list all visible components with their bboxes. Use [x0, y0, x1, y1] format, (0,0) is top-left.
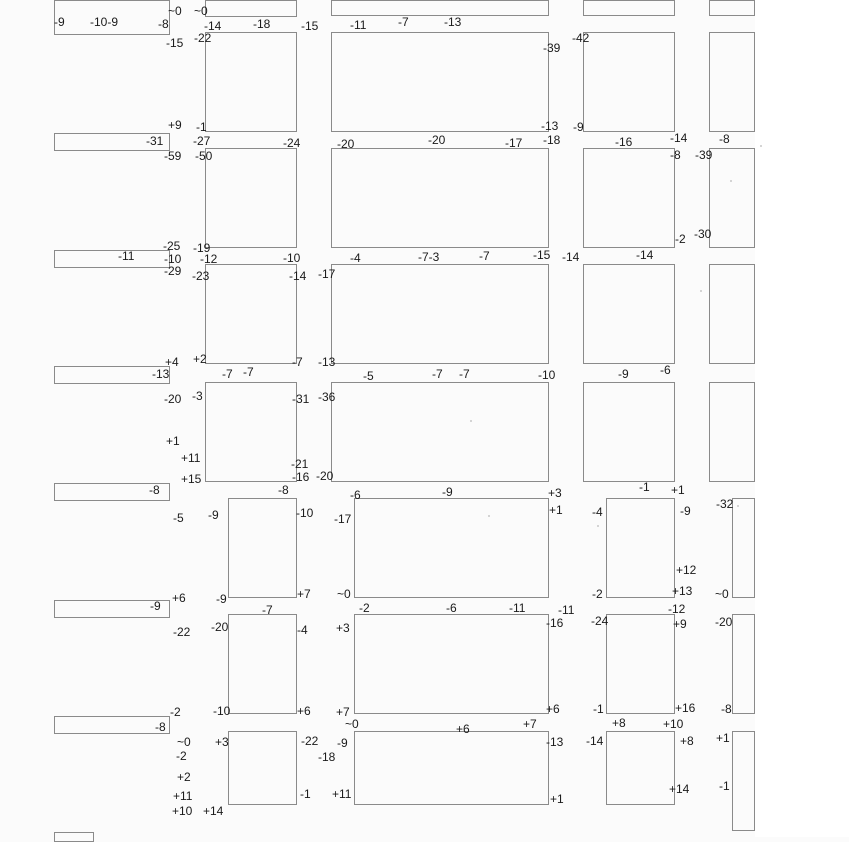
offset-label: -15 — [533, 248, 551, 262]
offset-label: +10 — [172, 804, 193, 818]
offset-label: -24 — [591, 614, 609, 628]
offset-label: -9 — [618, 367, 629, 381]
grid-cell-box — [606, 498, 675, 598]
offset-label: -59 — [164, 149, 182, 163]
offset-label: -4 — [592, 505, 603, 519]
offset-label: -2 — [359, 601, 370, 615]
offset-label: -14 — [670, 131, 688, 145]
offset-label: +7 — [336, 705, 350, 719]
grid-cell-box — [228, 498, 297, 598]
offset-label: -20 — [337, 137, 355, 151]
offset-label: -10 — [164, 252, 182, 266]
offset-label: -42 — [572, 31, 590, 45]
offset-label: -24 — [283, 136, 301, 150]
offset-label: +7 — [297, 587, 311, 601]
offset-label: -8 — [670, 148, 681, 162]
offset-label: +6 — [456, 722, 470, 736]
grid-cell-box — [205, 148, 297, 248]
offset-label: -6 — [350, 488, 361, 502]
offset-label: -14 — [289, 269, 307, 283]
offset-label: -1 — [639, 480, 650, 494]
offset-label: ~0 — [194, 4, 208, 18]
offset-label: +3 — [336, 621, 350, 635]
offset-label: -22 — [194, 31, 212, 45]
offset-label: -29 — [164, 264, 182, 278]
offset-label: -31 — [292, 392, 310, 406]
offset-label: -1 — [196, 120, 207, 134]
offset-label: -11 — [118, 249, 135, 263]
offset-label: +15 — [181, 472, 202, 486]
grid-cell-box — [205, 0, 297, 17]
offset-label: -22 — [173, 625, 191, 639]
offset-label: -8 — [721, 702, 732, 716]
offset-label: -2 — [675, 232, 686, 246]
offset-label: -27 — [193, 134, 211, 148]
offset-label: +1 — [671, 483, 685, 497]
offset-label: -9 — [337, 736, 348, 750]
offset-label: +11 — [173, 789, 193, 803]
offset-label: +7 — [523, 717, 537, 731]
offset-label: -9 — [573, 120, 584, 134]
offset-label: -20 — [316, 469, 334, 483]
offset-label: -7 — [262, 603, 273, 617]
offset-label: +1 — [549, 503, 563, 517]
grid-cell-box — [583, 32, 675, 132]
offset-label: +2 — [193, 352, 207, 366]
offset-label: -17 — [334, 512, 352, 526]
offset-label: -16 — [292, 470, 310, 484]
grid-cell-box — [205, 264, 297, 364]
offset-label: -31 — [146, 134, 164, 148]
offset-label: -9 — [680, 504, 691, 518]
offset-label: -16 — [546, 616, 564, 630]
grid-cell-box — [709, 0, 755, 16]
offset-label: -13 — [152, 367, 170, 381]
offset-label: +3 — [548, 486, 562, 500]
offset-label: -16 — [615, 135, 633, 149]
offset-label: -7 — [243, 365, 254, 379]
offset-label: -10 — [538, 368, 556, 382]
offset-label: -32 — [716, 497, 734, 511]
grid-cell-box — [331, 0, 549, 16]
scan-speck — [760, 145, 762, 147]
grid-cell-box — [709, 264, 755, 364]
offset-label: -17 — [505, 136, 523, 150]
grid-cell-box — [205, 32, 297, 132]
grid-cell-box — [354, 614, 549, 714]
offset-label: -7 — [398, 15, 409, 29]
offset-label: -22 — [301, 734, 319, 748]
offset-label: -1 — [593, 702, 604, 716]
grid-cell-box — [331, 264, 549, 364]
scan-speck — [488, 515, 490, 517]
offset-label: -8 — [278, 483, 289, 497]
offset-label: +8 — [612, 716, 626, 730]
offset-label: +3 — [215, 735, 229, 749]
offset-label: -8 — [719, 132, 730, 146]
offset-label: +11 — [332, 787, 352, 801]
offset-label: -5 — [173, 511, 184, 525]
grid-cell-box — [331, 148, 549, 248]
offset-label: ~0 — [715, 587, 729, 601]
offset-label: +1 — [166, 434, 180, 448]
offset-label: +16 — [675, 701, 696, 715]
offset-label: -8 — [155, 720, 166, 734]
offset-label: -39 — [695, 148, 713, 162]
offset-label: -20 — [428, 133, 446, 147]
offset-label: -8 — [149, 483, 160, 497]
grid-cell-box — [54, 716, 170, 734]
offset-label: -8 — [158, 17, 169, 31]
offset-label: -20 — [211, 620, 229, 634]
offset-label: ~0 — [345, 717, 359, 731]
grid-cell-box — [732, 731, 755, 831]
offset-label: -13 — [318, 355, 336, 369]
offset-label: -18 — [253, 17, 271, 31]
grid-cell-box — [732, 498, 755, 598]
grid-cell-box — [583, 264, 675, 364]
grid-cell-box — [54, 832, 94, 842]
offset-label: -13 — [444, 15, 462, 29]
offset-label: -19 — [193, 241, 211, 255]
grid-cell-box — [228, 614, 297, 714]
offset-label: +14 — [669, 782, 690, 796]
offset-label: -30 — [694, 227, 712, 241]
offset-label: ~0 — [177, 735, 191, 749]
offset-label: -4 — [297, 623, 308, 637]
offset-label: -9 — [54, 15, 65, 29]
offset-label: -10-9 — [90, 15, 119, 29]
offset-label: -15 — [301, 19, 319, 33]
scan-speck — [737, 505, 739, 507]
offset-label: +10 — [663, 717, 684, 731]
offset-label: -9 — [216, 592, 227, 606]
offset-label: -17 — [318, 267, 336, 281]
offset-label: ~0 — [337, 587, 351, 601]
grid-cell-box — [228, 731, 297, 805]
grid-cell-box — [331, 32, 549, 132]
offset-label: -11 — [350, 18, 367, 32]
offset-label: +2 — [177, 770, 191, 784]
offset-label: -7 — [479, 249, 490, 263]
offset-label: -9 — [442, 485, 453, 499]
grid-cell-box — [732, 614, 755, 714]
offset-label: +11 — [181, 451, 201, 465]
grid-cell-box — [606, 614, 675, 714]
offset-label: -7 — [222, 367, 233, 381]
offset-label: +6 — [172, 591, 186, 605]
offset-label: -20 — [164, 392, 182, 406]
offset-label: -10 — [296, 506, 314, 520]
grid-cell-box — [205, 382, 297, 482]
offset-label: -7 — [432, 367, 443, 381]
offset-label: +13 — [672, 584, 693, 598]
page-edge — [755, 0, 849, 837]
offset-label: +8 — [680, 734, 694, 748]
offset-label: ~0 — [168, 4, 182, 18]
offset-label: -11 — [509, 601, 526, 615]
offset-label: -23 — [192, 269, 210, 283]
offset-label: -14 — [204, 19, 222, 33]
offset-label: -14 — [562, 250, 580, 264]
offset-label: -10 — [213, 704, 231, 718]
offset-label: -4 — [350, 251, 361, 265]
offset-label: +1 — [716, 731, 730, 745]
scan-speck — [470, 420, 472, 422]
offset-label: +6 — [546, 702, 560, 716]
offset-label: -39 — [543, 41, 561, 55]
offset-label: -2 — [170, 705, 181, 719]
offset-label: -9 — [150, 599, 161, 613]
scan-speck — [730, 180, 732, 182]
offset-label: -7-3 — [418, 250, 440, 264]
offset-label: -25 — [163, 239, 181, 253]
grid-cell-box — [583, 382, 675, 482]
grid-cell-box — [709, 32, 755, 132]
offset-label: +6 — [297, 704, 311, 718]
offset-label: +4 — [165, 355, 179, 369]
offset-label: -18 — [318, 750, 336, 764]
grid-cell-box — [354, 498, 549, 598]
grid-cell-box — [583, 148, 675, 248]
offset-label: -1 — [719, 779, 730, 793]
grid-cell-box — [709, 382, 755, 482]
offset-label: -20 — [715, 615, 733, 629]
offset-label: -7 — [459, 367, 470, 381]
offset-label: +14 — [203, 804, 224, 818]
scan-speck — [597, 525, 599, 527]
grid-cell-box — [709, 148, 755, 248]
offset-label: -1 — [300, 787, 311, 801]
offset-label: -2 — [592, 587, 603, 601]
offset-label: +9 — [168, 118, 182, 132]
offset-label: -9 — [208, 508, 219, 522]
offset-label: -7 — [292, 355, 303, 369]
grid-cell-box — [54, 250, 170, 268]
offset-label: -14 — [586, 734, 604, 748]
offset-label: -13 — [546, 735, 564, 749]
offset-label: -2 — [176, 749, 187, 763]
offset-label: -11 — [558, 603, 575, 617]
offset-label: +1 — [550, 792, 564, 806]
offset-label: -21 — [291, 457, 309, 471]
grid-cell-box — [354, 731, 549, 805]
scan-speck — [700, 290, 702, 292]
grid-cell-box — [331, 382, 549, 482]
offset-label: +9 — [673, 617, 687, 631]
offset-label: -36 — [318, 390, 336, 404]
offset-label: -13 — [541, 119, 559, 133]
offset-label: +12 — [676, 563, 697, 577]
offset-label: -12 — [200, 252, 218, 266]
grid-cell-box — [606, 731, 675, 805]
offset-label: -5 — [363, 369, 374, 383]
offset-label: -50 — [195, 149, 213, 163]
offset-label: -18 — [543, 133, 561, 147]
offset-label: -10 — [283, 251, 301, 265]
grid-cell-box — [583, 0, 675, 16]
offset-label: -14 — [636, 248, 654, 262]
offset-label: -3 — [192, 389, 203, 403]
offset-label: -6 — [446, 601, 457, 615]
offset-label: -6 — [660, 363, 671, 377]
offset-label: -12 — [668, 602, 686, 616]
offset-label: -15 — [166, 36, 184, 50]
